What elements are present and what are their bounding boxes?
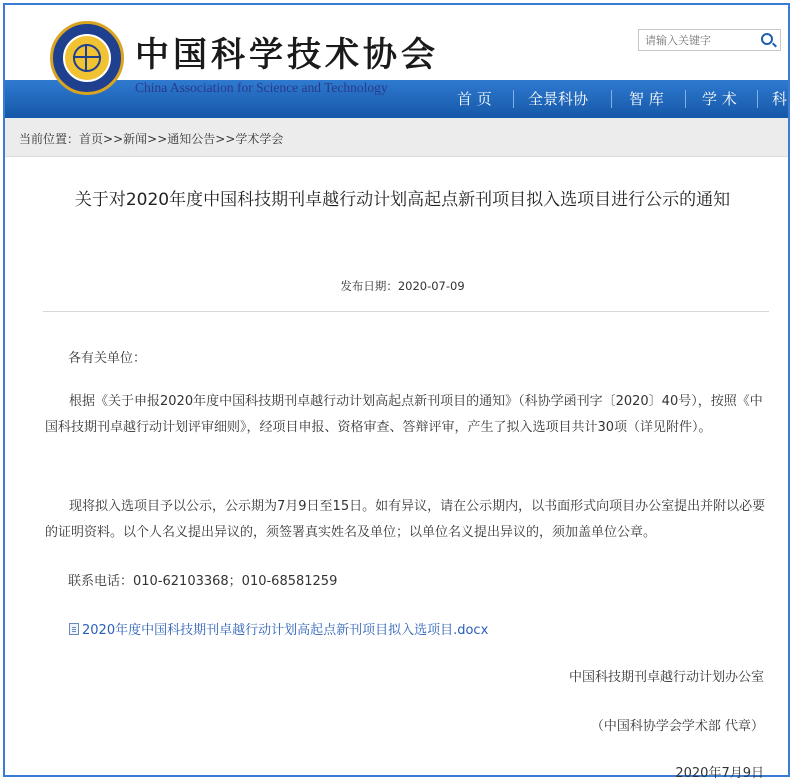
breadcrumb-notices[interactable]: 通知公告 (167, 132, 216, 146)
globe-icon (73, 44, 101, 72)
attachment-link[interactable] (69, 619, 488, 638)
site-header (5, 5, 788, 80)
paragraph-2: 现将拟入选项目予以公示，公示期为7月9日至15日。如有异议，请在公示期内，以书面形式向项目办公室提出并附以必要的证明资料。以个人名义提出异议的，须签署真实姓名及单位；以单位名义提出异议的，须加盖单位公章。 (45, 499, 766, 540)
breadcrumb-news[interactable]: 新闻 (123, 132, 148, 146)
breadcrumb-bar (5, 118, 788, 157)
breadcrumb-separator: >> (147, 132, 168, 146)
globe-equator (73, 56, 101, 58)
nav-separator (685, 90, 686, 108)
nav-item-home[interactable]: 首 页 (457, 90, 492, 108)
breadcrumb-label: 当前位置： (19, 132, 80, 146)
globe-meridian (85, 44, 87, 72)
publish-date-label: 发布日期： (340, 279, 398, 293)
nav-separator (757, 90, 758, 108)
search-box[interactable] (638, 29, 781, 51)
breadcrumb-separator: >> (215, 132, 236, 146)
title-divider (43, 311, 769, 312)
nav-item-think-tank[interactable]: 智 库 (629, 90, 664, 108)
contact-phone: 联系电话：010-62103368；010-68581259 (68, 574, 338, 589)
nav-item-academic[interactable]: 学 术 (702, 90, 737, 108)
logo-english-title[interactable]: China Association for Science and Technology (135, 80, 388, 95)
emblem-inner (63, 34, 111, 82)
signature-department: （中国科协学会学术部 代章） (590, 719, 764, 734)
search-input[interactable] (645, 32, 755, 48)
search-icon[interactable] (761, 33, 773, 45)
file-icon (69, 623, 79, 635)
paragraph-1: 根据《关于申报2020年度中国科技期刊卓越行动计划高起点新刊项目的通知》（科协学函刊字〔2020〕40号），按照《中国科技期刊卓越行动计划评审细则》，经项目申报、资格审查、答辩评审，产生了拟入选项目共计30项（详见附件）。 (45, 394, 763, 435)
nav-item-panorama[interactable]: 全景科协 (528, 90, 589, 108)
publish-date-value: 2020-07-09 (397, 279, 465, 293)
breadcrumb (19, 130, 283, 147)
salutation: 各有关单位： (68, 351, 147, 366)
nav-separator (611, 90, 612, 108)
nav-item-popular-science[interactable]: 科 普 (772, 90, 807, 108)
main-nav (5, 80, 807, 118)
page-frame (3, 3, 807, 781)
nav-separator (513, 90, 514, 108)
signature-organization: 中国科技期刊卓越行动计划办公室 (568, 670, 764, 685)
breadcrumb-separator: >> (103, 132, 124, 146)
breadcrumb-home[interactable]: 首页 (79, 132, 104, 146)
publish-date (45, 278, 760, 294)
breadcrumb-academic-societies[interactable]: 学术学会 (235, 132, 284, 146)
attachment-filename[interactable]: 2020年度中国科技期刊卓越行动计划高起点新刊项目拟入选项目.docx (82, 623, 489, 638)
article-title: 关于对2020年度中国科技期刊卓越行动计划高起点新刊项目拟入选项目进行公示的通知 (74, 190, 731, 210)
signature-date: 2020年7月9日 (675, 766, 764, 781)
cast-emblem-logo[interactable] (50, 21, 124, 95)
logo-chinese-title[interactable]: 中国科学技术协会 (135, 35, 439, 75)
